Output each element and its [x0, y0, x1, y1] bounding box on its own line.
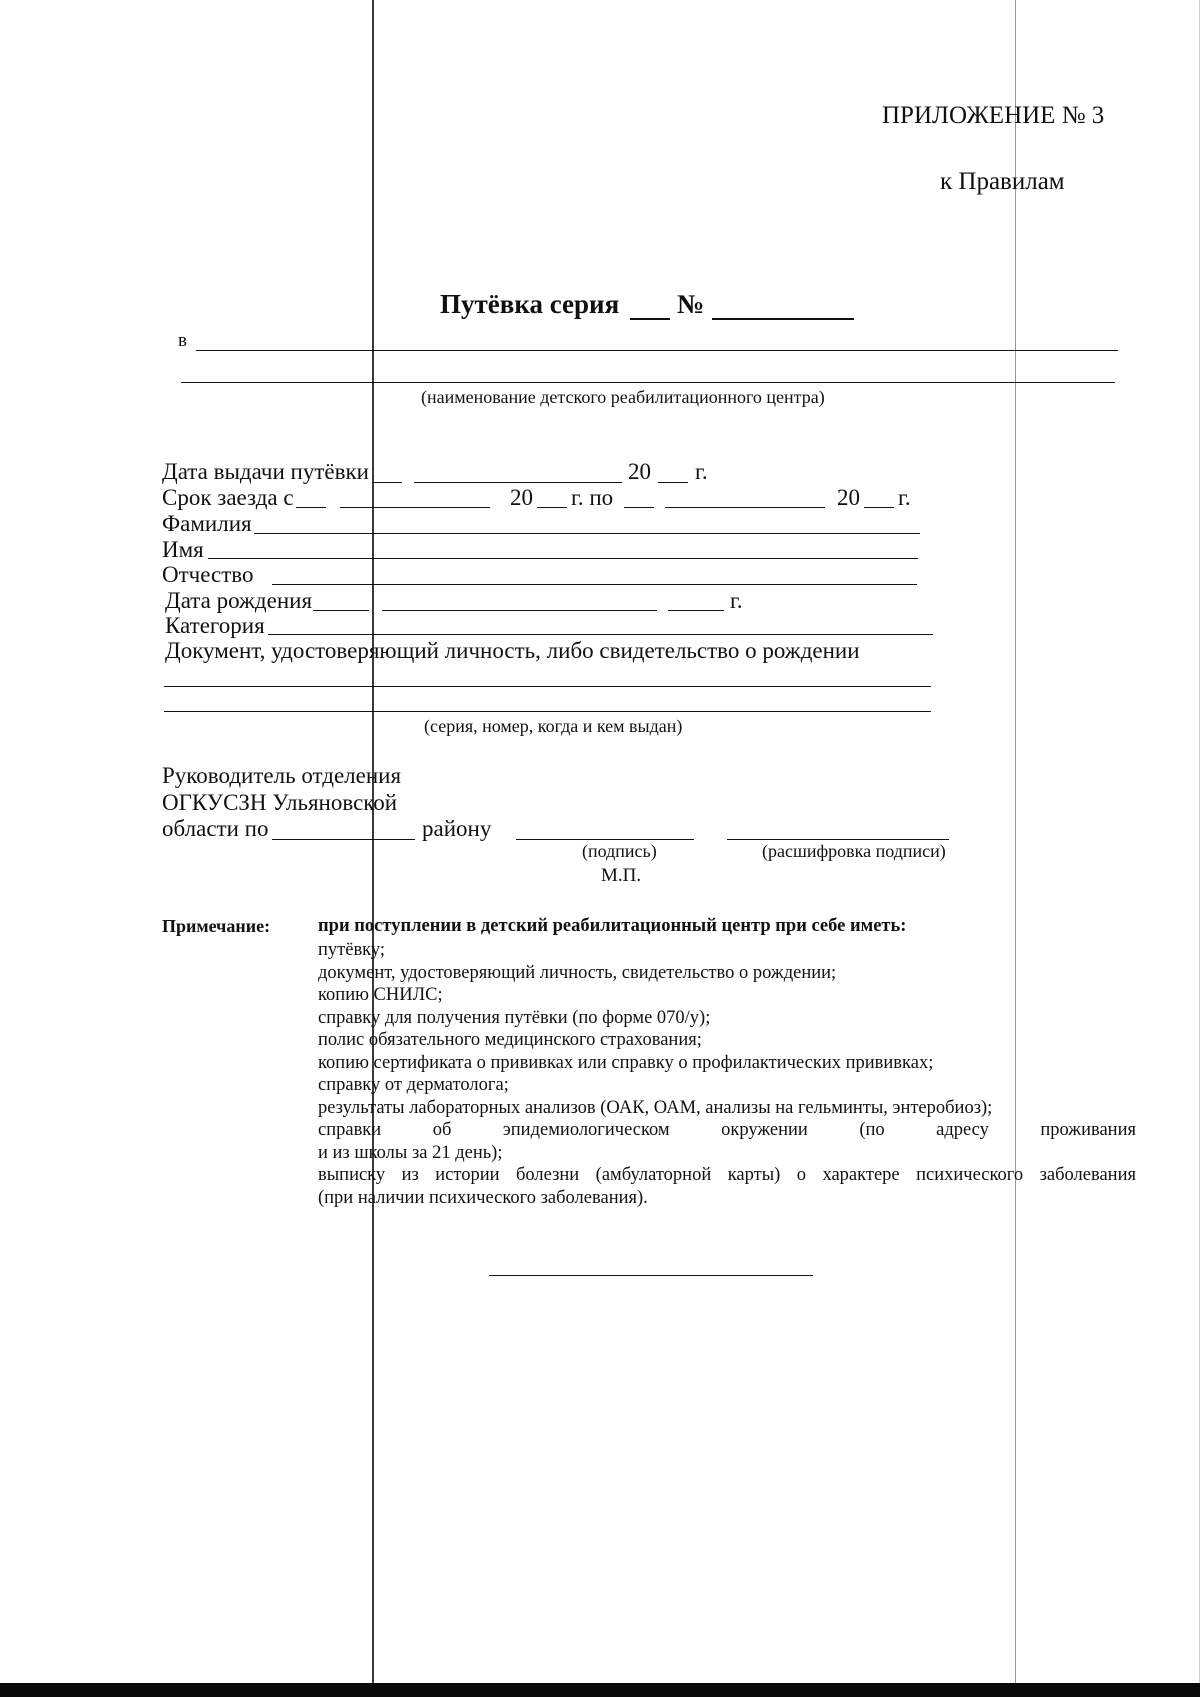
note-word: проживания — [1040, 1120, 1136, 1140]
destination-line-2[interactable] — [181, 382, 1115, 383]
number-blank[interactable] — [712, 318, 854, 320]
arrival-to-century: 20 — [837, 485, 860, 510]
note-word: эпидемиологическом — [502, 1120, 670, 1140]
note-word: (по — [859, 1120, 885, 1140]
signer-line-2: ОГКУСЗН Ульяновской — [162, 790, 398, 815]
issue-year-suffix: г. — [695, 459, 708, 484]
closing-rule — [489, 1275, 813, 1276]
note-item: справку от дерматолога; — [318, 1075, 509, 1095]
destination-line-1[interactable] — [196, 350, 1118, 351]
title-prefix: Путёвка серия — [440, 289, 620, 319]
note-item: путёвку; — [318, 940, 386, 960]
note-word: об — [432, 1120, 452, 1140]
note-word: справки — [318, 1120, 382, 1140]
note-item: документ, удостоверяющий личность, свидетельство о рождении; — [318, 962, 837, 983]
note-word: истории — [435, 1165, 500, 1185]
birth-year-suffix: г. — [730, 588, 743, 613]
note-item-extract-tail: (при наличии психического заболевания). — [318, 1187, 648, 1208]
category-field[interactable] — [268, 634, 933, 635]
signer-line-3-prefix: области по — [162, 816, 269, 841]
appendix-number: ПРИЛОЖЕНИЕ № 3 — [882, 102, 1105, 129]
district-blank[interactable] — [272, 839, 415, 840]
signer-line-3-suffix: району — [422, 816, 492, 841]
issue-day-blank[interactable] — [372, 482, 402, 483]
signer-line-1: Руководитель отделения — [162, 763, 402, 788]
arrival-from-day-blank[interactable] — [296, 507, 326, 508]
document-caption: (серия, номер, когда и кем выдан) — [424, 716, 683, 736]
destination-label: в — [178, 330, 187, 351]
document-line-1[interactable] — [164, 686, 931, 687]
birth-year-blank[interactable] — [668, 610, 724, 611]
arrival-from-month-blank[interactable] — [340, 507, 490, 508]
patronymic-field[interactable] — [272, 584, 917, 585]
patronymic-label: Отчество — [162, 562, 254, 587]
signature-blank[interactable] — [516, 839, 694, 840]
title-number-mark: № — [677, 289, 705, 319]
note-word: о — [796, 1165, 807, 1185]
surname-label: Фамилия — [162, 511, 252, 536]
note-item-epidemiology-tail: и из школы за 21 день); — [318, 1142, 503, 1163]
arrival-from-year-blank[interactable] — [537, 507, 567, 508]
note-word: адресу — [936, 1120, 989, 1140]
note-word: карты) — [727, 1165, 781, 1185]
signature-decode-blank[interactable] — [727, 839, 949, 840]
arrival-to-year-blank[interactable] — [864, 507, 894, 508]
signature-caption: (подпись) — [582, 841, 657, 861]
arrival-to-month-blank[interactable] — [665, 507, 825, 508]
note-label: Примечание: — [162, 916, 271, 936]
note-item: полис обязательного медицинского страхования; — [318, 1030, 702, 1050]
signature-decode-caption: (расшифровка подписи) — [762, 841, 946, 861]
note-word: выписку — [318, 1165, 386, 1185]
name-label: Имя — [162, 537, 204, 562]
note-item: копию сертификата о прививках или справку о профилактических прививках; — [318, 1052, 934, 1073]
note-word: характере — [822, 1165, 900, 1185]
note-item: результаты лабораторных анализов (ОАК, ОАМ, анализы на гельминты, энтеробиоз); — [318, 1097, 993, 1118]
arrival-from-century: 20 — [510, 485, 533, 510]
note-heading: при поступлении в детский реабилитационный центр при себе иметь: — [318, 916, 907, 936]
arrival-to-year-suffix: г. — [898, 485, 911, 510]
birth-day-blank[interactable] — [313, 610, 369, 611]
issue-date-label: Дата выдачи путёвки — [162, 459, 369, 484]
issue-year-blank[interactable] — [658, 482, 688, 483]
name-field[interactable] — [208, 558, 918, 559]
destination-caption: (наименование детского реабилитационного центра) — [421, 387, 825, 407]
note-item-extract — [318, 1164, 1136, 1187]
issue-century: 20 — [628, 459, 651, 484]
note-item: копию СНИЛС; — [318, 985, 443, 1005]
document-label: Документ, удостоверяющий личность, либо свидетельство о рождении — [165, 638, 860, 663]
issue-month-blank[interactable] — [414, 482, 622, 483]
stamp-place: М.П. — [601, 865, 642, 886]
document-line-2[interactable] — [164, 711, 931, 712]
scan-bottom-edge — [0, 1683, 1200, 1697]
note-word: психического — [916, 1165, 1024, 1185]
category-label: Категория — [165, 613, 265, 638]
note-item: справку для получения путёвки (по форме 070/у); — [318, 1007, 711, 1028]
birth-month-blank[interactable] — [382, 610, 657, 611]
rules-reference: к Правилам — [940, 168, 1065, 195]
birth-date-label: Дата рождения — [165, 588, 313, 613]
note-list — [318, 939, 1136, 1209]
scan-fold-line-left — [372, 0, 374, 1685]
note-word: из — [401, 1165, 419, 1185]
arrival-to-day-blank[interactable] — [624, 507, 654, 508]
series-blank[interactable] — [630, 318, 670, 320]
note-word: (амбулаторной — [595, 1165, 712, 1185]
scan-fold-line-right — [1015, 0, 1016, 1685]
note-word: заболевания — [1039, 1165, 1136, 1185]
arrival-label: Срок заезда с — [162, 485, 294, 510]
note-item-epidemiology — [318, 1119, 1136, 1142]
surname-field[interactable] — [254, 533, 920, 534]
note-word: болезни — [516, 1165, 580, 1185]
page-title — [440, 289, 619, 320]
arrival-to-word: г. по — [571, 485, 614, 510]
note-word: окружении — [721, 1120, 808, 1140]
